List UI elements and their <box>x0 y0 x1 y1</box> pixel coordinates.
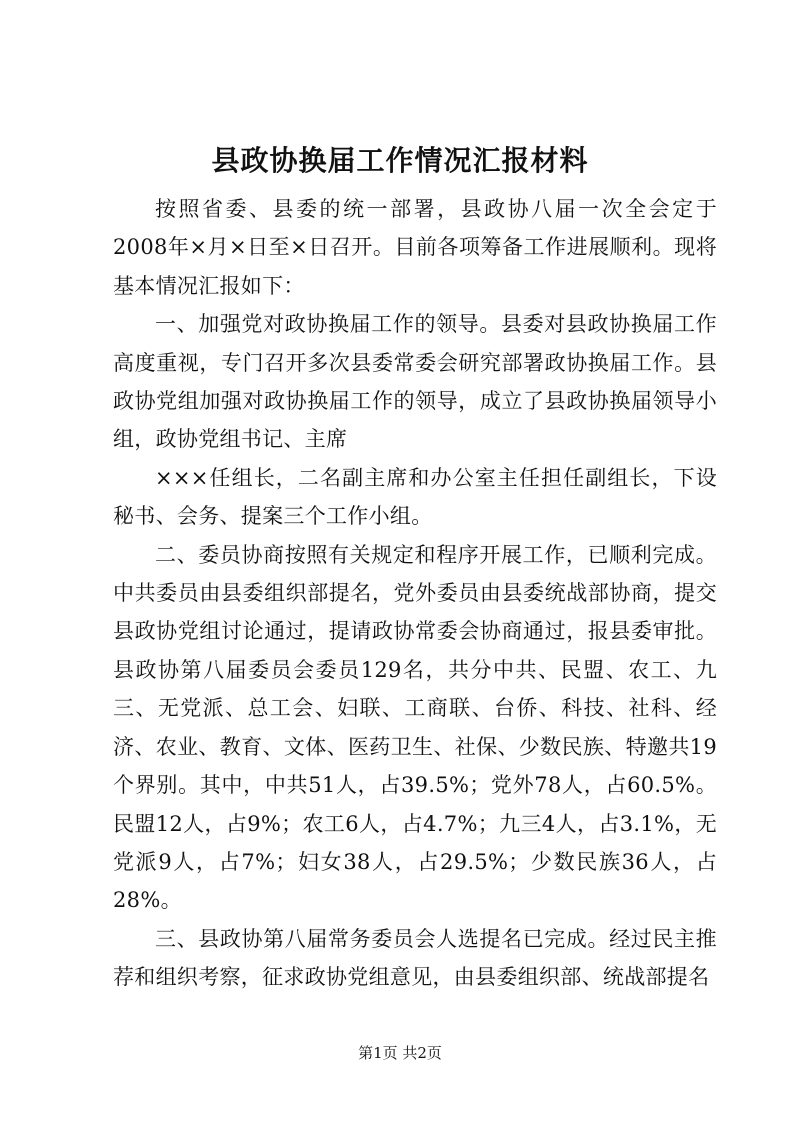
paragraph-intro: 按照省委、县委的统一部署，县政协八届一次全会定于2008年×月×日至×日召开。目前各项筹备工作进展顺利。现将基本情况汇报如下： <box>113 197 717 298</box>
document-body <box>113 190 717 997</box>
page-title: 县政协换届工作情况汇报材料 <box>211 144 589 177</box>
paragraph-section-1-continued: ×××任组长，二名副主席和办公室主任担任副组长，下设秘书、会务、提案三个工作小组。 <box>113 465 717 529</box>
paragraph-section-1: 一、加强党对政协换届工作的领导。县委对县政协换届工作高度重视，专门召开多次县委常委会研究部署政协换届工作。县政协党组加强对政协换届工作的领导，成立了县政协换届领导小组，政协党组书记、主席 <box>113 312 717 452</box>
paragraph-section-3: 三、县政协第八届常务委员会人选提名已完成。经过民主推荐和组织考察，征求政协党组意见，由县委组织部、统战部提名 <box>113 926 717 990</box>
paragraph-section-2: 二、委员协商按照有关规定和程序开展工作，已顺利完成。中共委员由县委组织部提名，党外委员由县委统战部协商，提交县政协党组讨论通过，提请政协常委会协商通过，报县委审批。县政协第八届委员会委员129名，共分中共、民盟、农工、九三、无党派、总工会、妇联、工商联、台侨、科技、社科、经济、农业、教育、文体、医药卫生、社保、少数民族、特邀共19个界别。其中，中共51人，占39.5%；党外78人，占60.5%。民盟12人，占9%；农工6人，占4.7%；九三4人，占3.1%，无党派9人，占7%；妇女38人，占29.5%；少数民族36人，占28%。 <box>113 542 717 913</box>
page-number-footer: 第1页 共2页 <box>358 1044 442 1062</box>
